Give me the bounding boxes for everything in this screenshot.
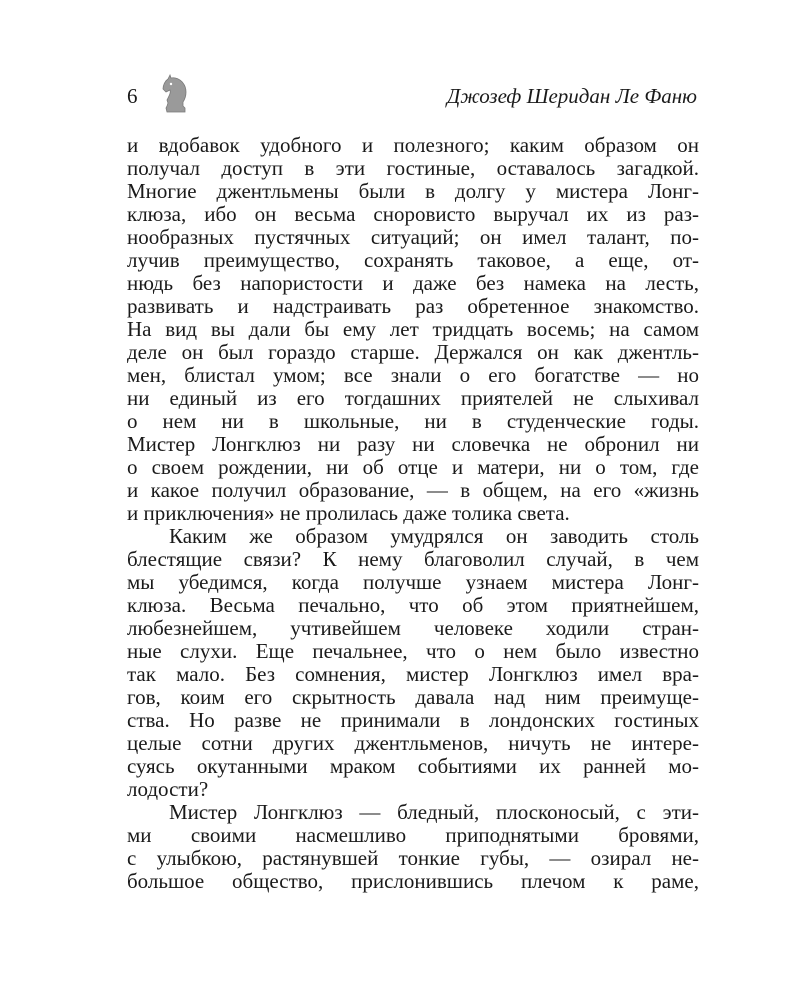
text-line: мы убедимся, когда получше узнаем мистера Лонг-: [127, 570, 699, 594]
text-line: лучив преимущество, сохранять таковое, а еще, от-: [127, 248, 699, 272]
text-line: и какое получил образование, — в общем, на его «жизнь: [127, 478, 699, 502]
text-line: суясь окутанными мраком событиями их ранней мо-: [127, 754, 699, 778]
text-line: Мистер Лонгклюз ни разу ни словечка не обронил ни: [127, 432, 699, 456]
text-line: гов, коим его скрытность давала над ним преимуще-: [127, 685, 699, 709]
chess-knight-icon: [161, 74, 191, 114]
text-line: ми своими насмешливо приподнятыми бровями,: [127, 823, 699, 847]
text-line: о нем ни в школьные, ни в студенческие годы.: [127, 409, 699, 433]
text-line: Мистер Лонгклюз — бледный, плосконосый, с эти-: [169, 800, 699, 824]
text-line: Многие джентльмены были в долгу у мистера Лонг-: [127, 179, 699, 203]
text-line: о своем рождении, ни об отце и матери, ни о том, где: [127, 455, 699, 479]
text-line: клюза, ибо он весьма сноровисто выручал их из раз-: [127, 202, 699, 226]
text-line: мен, блистал умом; все знали о его богатстве — но: [127, 363, 699, 387]
text-line: лодости?: [127, 777, 209, 801]
text-line: любезнейшем, учтивейшем человеке ходили стран-: [127, 616, 699, 640]
text-line: деле он был гораздо старше. Держался он как джентль-: [127, 340, 699, 364]
text-line: ные слухи. Еще печальнее, что о нем было известно: [127, 639, 699, 663]
text-line: и вдобавок удобного и полезного; каким образом он: [127, 133, 699, 157]
running-title: Джозеф Шеридан Ле Фаню: [446, 84, 697, 108]
text-line: блестящие связи? К нему благоволил случай, в чем: [127, 547, 699, 571]
text-line: Каким же образом умудрялся он заводить столь: [169, 524, 699, 548]
text-line: ства. Но разве не принимали в лондонских гостиных: [127, 708, 699, 732]
text-line: получал доступ в эти гостиные, оставалось загадкой.: [127, 156, 699, 180]
text-line: нообразных пустячных ситуаций; он имел талант, по-: [127, 225, 699, 249]
text-line: большое общество, прислонившись плечом к раме,: [127, 869, 699, 893]
text-line: развивать и надстраивать раз обретенное знакомство.: [127, 294, 699, 318]
text-line: с улыбкою, растянувшей тонкие губы, — озирал не-: [127, 846, 699, 870]
text-line: ни единый из его тогдашних приятелей не слыхивал: [127, 386, 699, 410]
body-text: [127, 134, 699, 893]
text-line: нюдь без напористости и даже без намека на лесть,: [127, 271, 699, 295]
text-line: клюза. Весьма печально, что об этом приятнейшем,: [127, 593, 699, 617]
page-header: [127, 74, 697, 118]
text-line: На вид вы дали бы ему лет тридцать восемь; на самом: [127, 317, 699, 341]
text-line: и приключения» не пролилась даже толика света.: [127, 501, 570, 525]
page-number: 6: [127, 84, 138, 108]
text-line: так мало. Без сомнения, мистер Лонгклюз имел вра-: [127, 662, 699, 686]
text-line: целые сотни других джентльменов, ничуть не интере-: [127, 731, 699, 755]
